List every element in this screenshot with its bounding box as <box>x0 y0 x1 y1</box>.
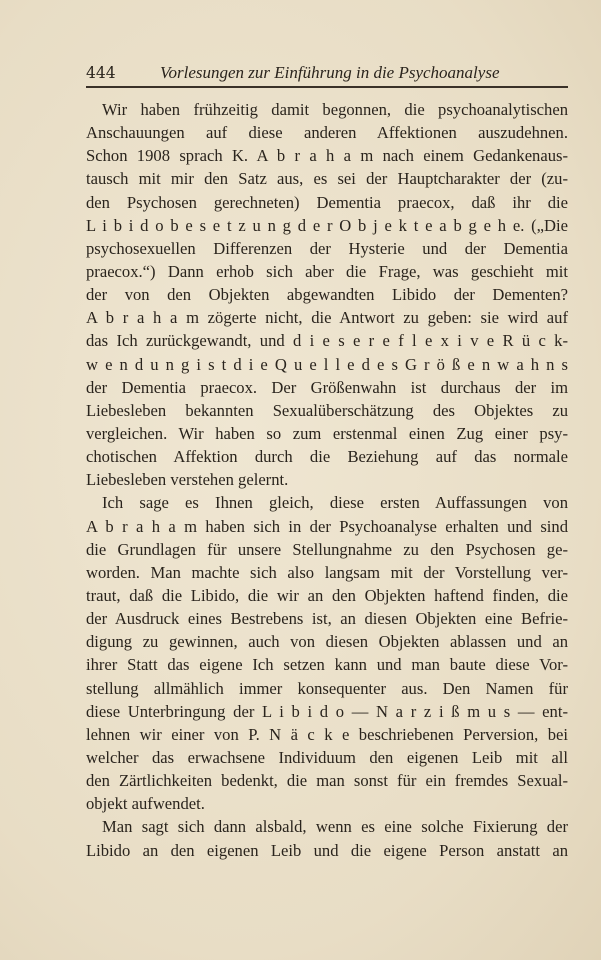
paragraph-2 <box>86 491 568 815</box>
text-line: Schon 1908 sprach K. A b r a h a m nach einem Gedankenaus- <box>86 146 568 166</box>
running-title: Vorlesungen zur Einführung in die Psychoanalyse <box>160 63 500 82</box>
text-line: welcher das erwachsene Individuum den eigenen Leib mit all <box>86 747 568 767</box>
text-line: Wir haben frühzeitig damit begonnen, die psychoanalytischen <box>102 100 568 119</box>
text-line: psychosexuellen Differenzen der Hysterie und der Dementia <box>86 238 568 258</box>
text-line: traut, daß die Libido, die wir an den Objekten haftend finden, die <box>86 585 568 605</box>
text-line: die Grundlagen für unsere Stellungnahme zu den Psychosen ge- <box>86 539 568 559</box>
text-line: w e n d u n g i s t d i e Q u e l l e d e s G r ö ß e n w a h n s <box>86 354 568 374</box>
text-line: Anschauungen auf diese anderen Affektionen auszudehnen. <box>86 123 568 143</box>
text-line: tausch mit mir den Satz aus, es sei der Hauptcharakter der (zu- <box>86 169 568 189</box>
text-line: ihrer Statt das eigene Ich setzen kann und man baute diese Vor- <box>86 655 568 675</box>
text-line: den Zärtlichkeiten bedenkt, die man sonst für ein fremdes Sexual- <box>86 771 568 791</box>
text-line: digung zu gewinnen, auch von diesen Objekten ablassen und an <box>86 632 568 652</box>
text-line: L i b i d o b e s e t z u n g d e r O b j e k t e a b g e h e. („Die <box>86 215 568 235</box>
text-line: der Ausdruck eines Bestrebens ist, an diesen Objekten eine Befrie- <box>86 609 568 629</box>
text-line: praecox.“) Dann erhob sich aber die Frage, was geschieht mit <box>86 261 568 281</box>
text-line: den Psychosen gerechneten) Dementia praecox, daß ihr die <box>86 192 568 212</box>
text-line: worden. Man machte sich also langsam mit der Vorstellung ver- <box>86 562 568 582</box>
text-line: diese Unterbringung der L i b i d o — N a r z i ß m u s — ent- <box>86 701 568 721</box>
text-line: A b r a h a m haben sich in der Psychoanalyse erhalten und sind <box>86 516 568 536</box>
text-line: A b r a h a m zögerte nicht, die Antwort zu geben: sie wird auf <box>86 308 568 328</box>
text-line: vergleichen. Wir haben so zum erstenmal einen Zug einer psy- <box>86 423 568 443</box>
text-line: objekt aufwendet. <box>86 794 205 814</box>
text-line: Libido an den eigenen Leib und die eigene Person anstatt an <box>86 840 568 860</box>
text-line: Man sagt sich dann alsbald, wenn es eine solche Fixierung der <box>102 817 568 837</box>
paragraph-1 <box>86 98 568 491</box>
text-line: stellung allmählich immer konsequenter aus. Den Namen für <box>86 678 568 698</box>
book-page <box>86 62 568 862</box>
text-line: lehnen wir einer von P. N ä c k e beschriebenen Perversion, bei <box>86 724 568 744</box>
text-line: Liebesleben verstehen gelernt. <box>86 470 289 490</box>
page-number: 444 <box>86 64 116 82</box>
text-line: Liebesleben bekannten Sexualüberschätzung des Objektes zu <box>86 400 568 420</box>
page-header <box>86 62 568 88</box>
body-text <box>86 98 568 862</box>
text-line: das Ich zurückgewandt, und d i e s e r e f l e x i v e R ü c k- <box>86 331 568 351</box>
text-line: Ich sage es Ihnen gleich, diese ersten Auffassungen von <box>102 493 568 513</box>
text-line: chotischen Affektion durch die Beziehung auf das normale <box>86 447 568 467</box>
text-line: der Dementia praecox. Der Größenwahn ist durchaus der im <box>86 377 568 397</box>
text-line: der von den Objekten abgewandten Libido der Dementen? <box>86 285 568 305</box>
paragraph-3 <box>86 815 568 861</box>
